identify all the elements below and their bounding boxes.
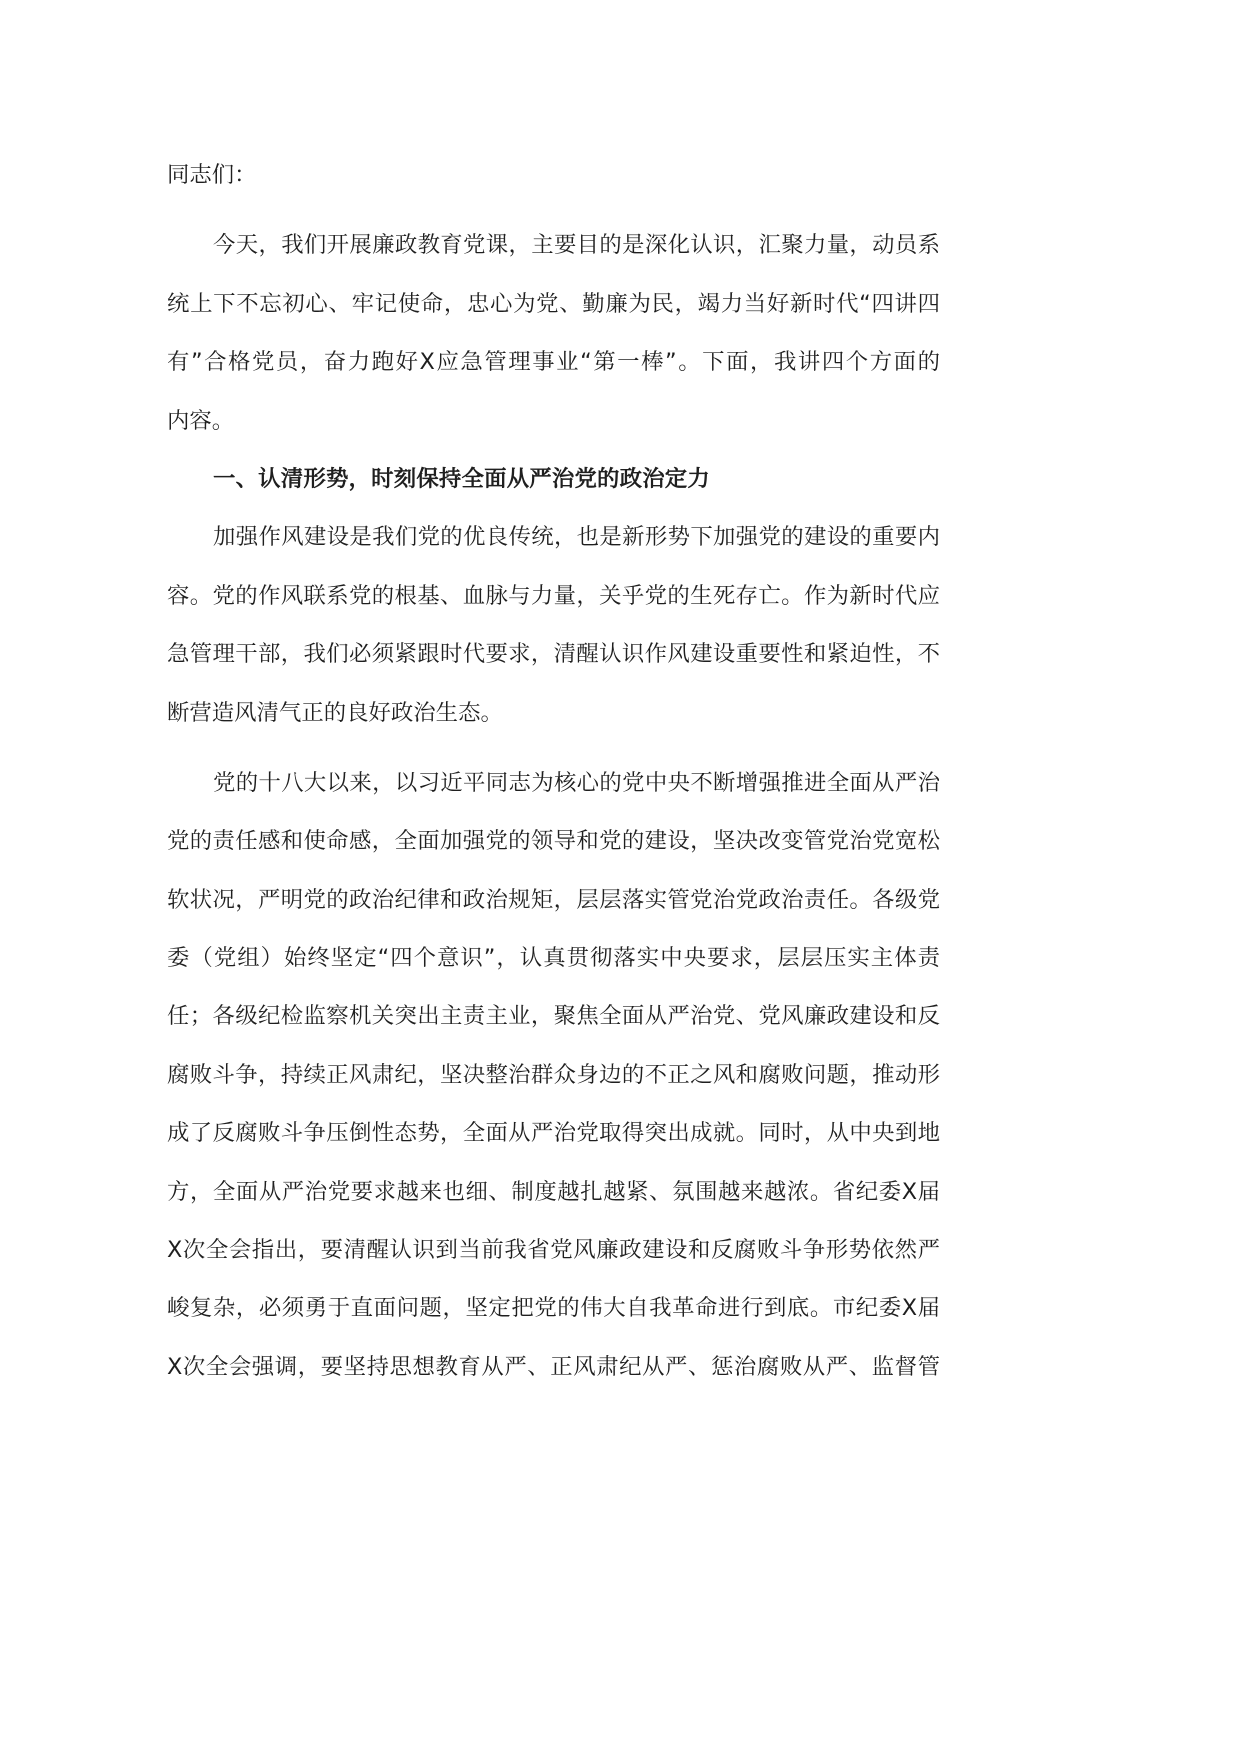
- paragraph-line: 软状况，严明党的政治纪律和政治规矩，层层落实管党治党政治责任。各级党: [167, 886, 940, 913]
- paragraph-line: 统上下不忘初心、牢记使命，忠心为党、勤廉为民，竭力当好新时代“四讲四: [167, 290, 940, 317]
- paragraph-line: 腐败斗争，持续正风肃纪，坚决整治群众身边的不正之风和腐败问题，推动形: [167, 1061, 940, 1088]
- intro-paragraph: [167, 216, 940, 450]
- paragraph-line: 今天，我们开展廉政教育党课，主要目的是深化认识，汇聚力量，动员系: [213, 232, 940, 259]
- paragraph-line: 委（党组）始终坚定“四个意识”，认真贯彻落实中央要求，层层压实主体责: [167, 945, 940, 972]
- document-body: [167, 146, 940, 1396]
- paragraph-line: 任；各级纪检监察机关突出主责主业，聚焦全面从严治党、党风廉政建设和反: [167, 1003, 940, 1030]
- paragraph-line: 急管理干部，我们必须紧跟时代要求，清醒认识作风建设重要性和紧迫性，不: [167, 641, 940, 668]
- paragraph-line: 成了反腐败斗争压倒性态势，全面从严治党取得突出成就。同时，从中央到地: [167, 1120, 940, 1147]
- paragraph-line: 峻复杂，必须勇于直面问题，坚定把党的伟大自我革命进行到底。市纪委X届: [167, 1295, 940, 1322]
- paragraph-line: 内容。: [167, 407, 235, 434]
- paragraph-line: 加强作风建设是我们党的优良传统，也是新形势下加强党的建设的重要内: [213, 524, 940, 551]
- paragraph-line: 方，全面从严治党要求越来也细、制度越扎越紧、氛围越来越浓。省纪委X届: [167, 1178, 940, 1205]
- paragraph-line: X次全会指出，要清醒认识到当前我省党风廉政建设和反腐败斗争形势依然严: [167, 1237, 940, 1264]
- paragraph-line: 有”合格党员，奋力跑好X应急管理事业“第一棒”。下面，我讲四个方面的: [167, 349, 940, 376]
- salutation: 同志们：: [167, 162, 257, 188]
- paragraph-line: X次全会强调，要坚持思想教育从严、正风肃纪从严、惩治腐败从严、监督管: [167, 1353, 940, 1380]
- section1-paragraph-2: [167, 754, 940, 1396]
- section-heading: 一、认清形势，时刻保持全面从严治党的政治定力: [213, 465, 710, 492]
- paragraph-line: 断营造风清气正的良好政治生态。: [167, 699, 503, 726]
- paragraph-line: 党的责任感和使命感，全面加强党的领导和党的建设，坚决改变管党治党宽松: [167, 828, 940, 855]
- paragraph-line: 党的十八大以来，以习近平同志为核心的党中央不断增强推进全面从严治: [213, 769, 940, 796]
- paragraph-line: 容。党的作风联系党的根基、血脉与力量，关乎党的生死存亡。作为新时代应: [167, 582, 940, 609]
- section1-paragraph-1: [167, 508, 940, 742]
